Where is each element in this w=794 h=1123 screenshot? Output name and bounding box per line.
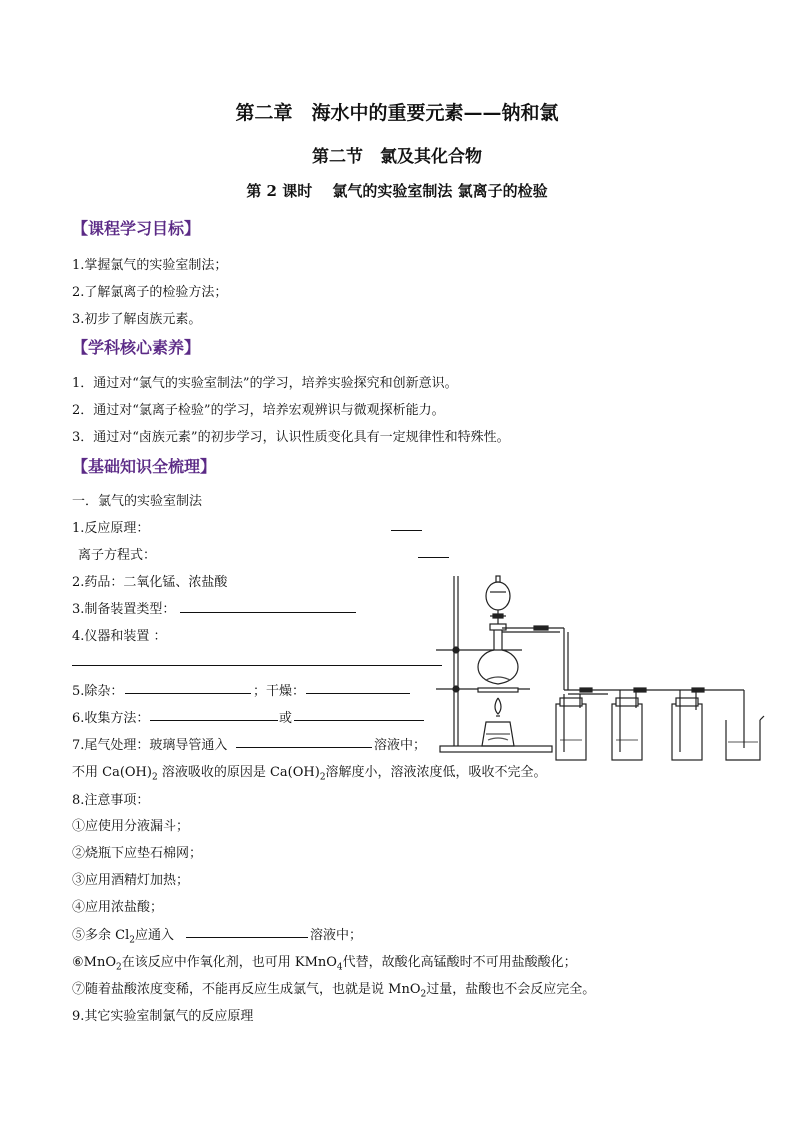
- wash-bottle-2: [612, 690, 642, 760]
- answer-line: [306, 693, 410, 694]
- tail-gas-suffix: 溶液中；: [374, 738, 427, 753]
- alcohol-lamp: [478, 688, 518, 746]
- answer-line: [236, 747, 372, 748]
- round-bottom-flask: [478, 624, 564, 684]
- note-item: ③应用酒精灯加热；: [72, 873, 190, 888]
- instruments-label: 4.仪器和装置 ：: [72, 629, 167, 644]
- goal-item: 1.掌握氯气的实验室制法；: [72, 258, 228, 273]
- caoh2-note: 不用 $Ca(OH)_2$ 溶液吸收的原因是 $Ca(OH)_2$溶解度小，溶液浓度低，吸收不完全。: [72, 765, 547, 783]
- answer-line: [150, 720, 278, 721]
- lesson-title: 第 2 课时 氯气的实验室制法 氯离子的检验: [246, 182, 548, 200]
- separatory-funnel: [486, 576, 510, 626]
- apparatus-type-label: 3.制备装置类型：: [72, 602, 176, 617]
- ionic-equation-label: 离子方程式：: [78, 548, 157, 563]
- part-heading: 一．氯气的实验室制法: [72, 494, 203, 509]
- reagents-line: 2.药品：二氧化锰、浓盐酸: [72, 575, 228, 590]
- note-item: ①应使用分液漏斗；: [72, 819, 190, 834]
- goals-heading: 【课程学习目标】: [72, 219, 201, 238]
- collection-bottle: [672, 690, 702, 760]
- connecting-tubes: [564, 628, 744, 694]
- reaction-principle-label: 1.反应原理：: [72, 521, 150, 536]
- wash-bottle-1: [556, 694, 586, 760]
- notes-heading: 8.注意事项：: [72, 793, 150, 808]
- answer-line: [72, 665, 442, 666]
- note-item-suffix: 溶液中；: [310, 928, 363, 943]
- tail-gas-label: 7.尾气处理：玻璃导管通入: [72, 738, 228, 753]
- other-methods-heading: 9.其它实验室制氯气的反应原理: [72, 1009, 254, 1024]
- absorption-beaker: [726, 690, 764, 760]
- iron-stand: [436, 576, 552, 752]
- chapter-title: 第二章 海水中的重要元素——钠和氯: [235, 102, 559, 124]
- basics-heading: 【基础知识全梳理】: [72, 457, 217, 476]
- answer-line: [294, 720, 424, 721]
- impurity-removal-label: 5.除杂：: [72, 684, 124, 699]
- answer-line: [418, 557, 449, 558]
- answer-line: [125, 693, 251, 694]
- goal-item: 3.初步了解卤族元素。: [72, 312, 202, 327]
- section-title: 第二节 氯及其化合物: [312, 147, 482, 167]
- note-item: ④应用浓盐酸；: [72, 900, 164, 915]
- answer-line: [186, 937, 308, 938]
- drying-label: ；干燥：: [253, 684, 306, 699]
- goal-item: 2.了解氯离子的检验方法；: [72, 285, 228, 300]
- answer-line: [391, 530, 422, 531]
- note-item: ②烧瓶下应垫石棉网；: [72, 846, 203, 861]
- chlorine-apparatus-diagram: [430, 570, 770, 770]
- answer-line: [180, 612, 356, 613]
- note-item: ⑥MnO$_2$在该反应中作氧化剂，也可用 KMnO$_4$代替，故酸化高锰酸时不可用盐酸酸化；: [72, 955, 577, 973]
- literacy-heading: 【学科核心素养】: [72, 338, 201, 357]
- collection-label: 6.收集方法：: [72, 711, 150, 726]
- literacy-item: 1．通过对“氯气的实验室制法”的学习，培养实验探究和创新意识。: [72, 376, 458, 391]
- or-label: 或: [279, 711, 293, 726]
- literacy-item: 2．通过对“氯离子检验”的学习，培养宏观辨识与微观探析能力。: [72, 403, 445, 418]
- note-item: ⑦随着盐酸浓度变稀，不能再反应生成氯气，也就是说 MnO$_2$过量，盐酸也不会反应完全。: [72, 982, 596, 1000]
- literacy-item: 3．通过对“卤族元素”的初步学习，认识性质变化具有一定规律性和特殊性。: [72, 430, 510, 445]
- note-item: ⑤多余 $Cl_2$应通入: [72, 928, 174, 946]
